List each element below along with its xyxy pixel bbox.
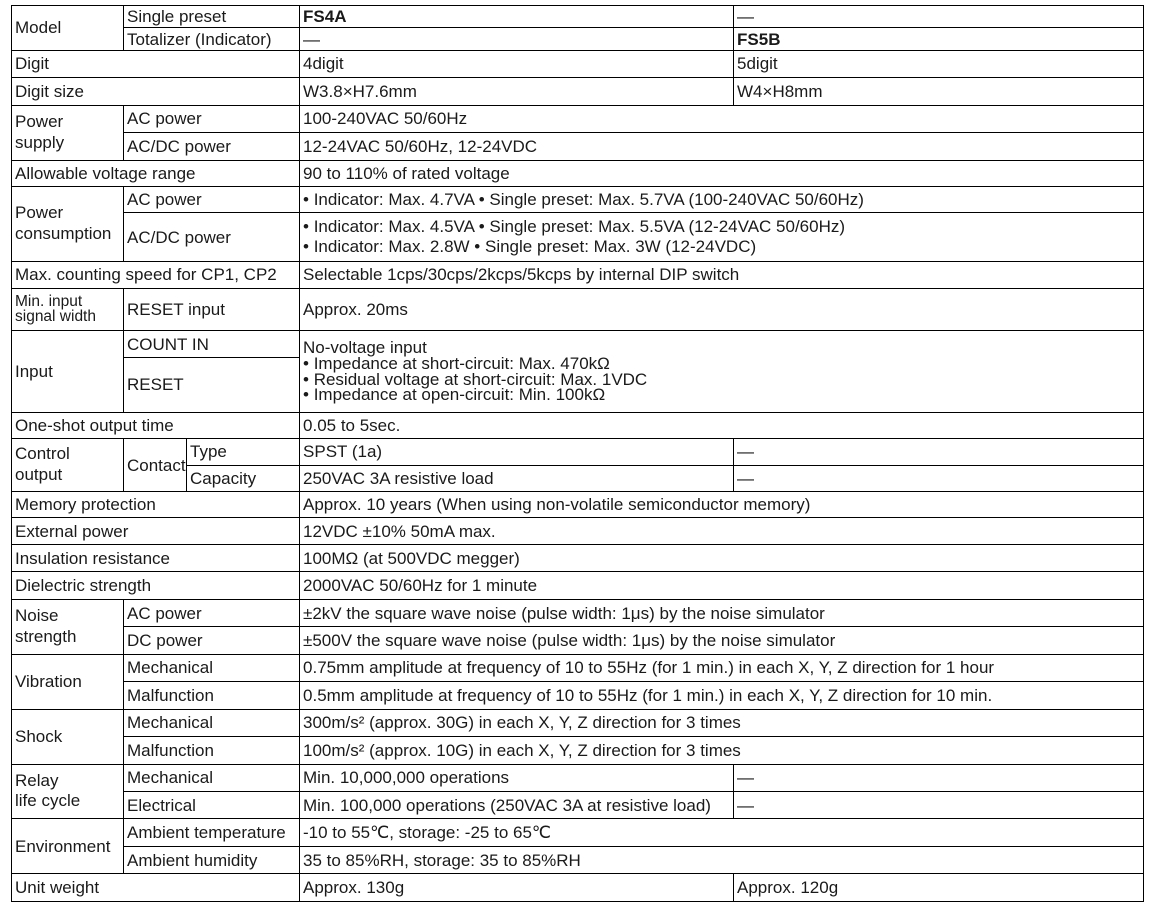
label-line: Power (15, 203, 64, 223)
label-line: signal width (15, 307, 96, 325)
sub-label-reset: RESET (124, 357, 300, 412)
power-consumption-ac-value: • Indicator: Max. 4.7VA • Single preset: Max. 5.7VA (100-240VAC 50/60Hz) (300, 186, 1144, 212)
sub-label-ac-power: AC power (124, 105, 300, 132)
voltage-range-value: 90 to 110% of rated voltage (300, 160, 1144, 186)
vibration-mech-value: 0.75mm amplitude at frequency of 10 to 55Hz (for 1 min.) in each X, Y, Z direction for 1 hour (300, 654, 1144, 681)
dash-cell: — (734, 791, 1144, 818)
relay-elec-value: Min. 100,000 operations (250VAC 3A at resistive load) (300, 791, 734, 818)
sub-label-dc-power: DC power (124, 627, 300, 654)
table-row (12, 28, 1144, 50)
row-label-dielectric: Dielectric strength (12, 572, 300, 599)
row-label-control-output (12, 439, 124, 492)
sub-label-contact: Contact (124, 439, 187, 492)
sub-label-malfunction: Malfunction (124, 737, 300, 764)
value-line: • Impedance at short-circuit: Max. 470kΩ (303, 353, 610, 373)
row-label-vibration: Vibration (12, 654, 124, 709)
one-shot-value: 0.05 to 5sec. (300, 412, 1144, 438)
relay-mech-value: Min. 10,000,000 operations (300, 764, 734, 791)
table-row (12, 764, 1144, 791)
sub-label-type: Type (187, 439, 300, 465)
label-line: supply (15, 132, 65, 152)
row-label-environment: Environment (12, 819, 124, 874)
value-line: • Impedance at open-circuit: Min. 100kΩ (303, 385, 606, 405)
counting-speed-value: Selectable 1cps/30cps/2kcps/5kcps by internal DIP switch (300, 262, 1144, 288)
row-label-external-power: External power (12, 518, 300, 544)
environment-humid-value: 35 to 85%RH, storage: 35 to 85%RH (300, 846, 1144, 873)
row-label-digit-size: Digit size (12, 78, 300, 105)
table-row (12, 262, 1144, 288)
label-line: output (15, 465, 63, 485)
row-label-input: Input (12, 331, 124, 412)
label-line: Power (15, 111, 64, 131)
control-capacity-value: 250VAC 3A resistive load (300, 465, 734, 491)
digit-size-fs4a: W3.8×H7.6mm (300, 78, 734, 105)
value-line: No-voltage input (303, 338, 427, 358)
sub-label-ambient-temperature: Ambient temperature (124, 819, 300, 846)
noise-dc-value: ±500V the square wave noise (pulse width: 1μs) by the noise simulator (300, 627, 1144, 654)
row-label-memory: Memory protection (12, 492, 300, 518)
row-label-one-shot: One-shot output time (12, 412, 300, 438)
row-label-voltage-range: Allowable voltage range (12, 160, 300, 186)
table-row (12, 819, 1144, 846)
memory-value: Approx. 10 years (When using non-volatile semiconductor memory) (300, 492, 1144, 518)
row-label-unit-weight: Unit weight (12, 874, 300, 902)
dash-cell: — (734, 764, 1144, 791)
shock-malf-value: 100m/s² (approx. 10G) in each X, Y, Z direction for 3 times (300, 737, 1144, 764)
sub-label-totalizer: Totalizer (Indicator) (124, 28, 300, 50)
row-label-noise (12, 599, 124, 654)
label-line: Min. input (15, 293, 83, 311)
table-row (12, 133, 1144, 160)
table-row (12, 50, 1144, 77)
table-row (12, 412, 1144, 438)
sub-label-ambient-humidity: Ambient humidity (124, 846, 300, 873)
control-type-value: SPST (1a) (300, 439, 734, 465)
specification-table (11, 5, 1144, 902)
noise-ac-value: ±2kV the square wave noise (pulse width: 1μs) by the noise simulator (300, 599, 1144, 626)
vibration-malf-value: 0.5mm amplitude at frequency of 10 to 55Hz (for 1 min.) in each X, Y, Z direction for 10 min. (300, 682, 1144, 709)
sub-label-malfunction: Malfunction (124, 682, 300, 709)
table-row (12, 791, 1144, 818)
sub-label-acdc-power: AC/DC power (124, 133, 300, 160)
sub-label-mechanical: Mechanical (124, 764, 300, 791)
shock-mech-value: 300m/s² (approx. 30G) in each X, Y, Z direction for 3 times (300, 709, 1144, 736)
dash-cell: — (734, 465, 1144, 491)
table-row (12, 105, 1144, 132)
sub-label-reset-input: RESET input (124, 288, 300, 331)
table-row (12, 6, 1144, 28)
value-line: • Residual voltage at short-circuit: Max. 1VDC (303, 369, 648, 389)
row-label-min-input (12, 288, 124, 331)
label-line: life cycle (15, 791, 81, 811)
dash-cell: — (300, 28, 734, 50)
model-fs4a: FS4A (300, 6, 734, 28)
table-row (12, 874, 1144, 902)
unit-weight-fs5b: Approx. 120g (734, 874, 1144, 902)
power-supply-acdc-value: 12-24VAC 50/60Hz, 12-24VDC (300, 133, 1144, 160)
table-row (12, 846, 1144, 873)
table-row (12, 186, 1144, 212)
dash-cell: — (734, 439, 1144, 465)
input-value (300, 331, 1144, 412)
external-power-value: 12VDC ±10% 50mA max. (300, 518, 1144, 544)
label-line: consumption (15, 224, 112, 244)
sub-label-count-in: COUNT IN (124, 331, 300, 357)
sub-label-capacity: Capacity (187, 465, 300, 491)
power-supply-ac-value: 100-240VAC 50/60Hz (300, 105, 1144, 132)
table-row (12, 331, 1144, 357)
digit-fs5b: 5digit (734, 50, 1144, 77)
digit-fs4a: 4digit (300, 50, 734, 77)
sub-label-ac-power: AC power (124, 599, 300, 626)
insulation-value: 100MΩ (at 500VDC megger) (300, 544, 1144, 571)
table-row (12, 599, 1144, 626)
table-row (12, 492, 1144, 518)
value-line: • Indicator: Max. 2.8W • Single preset: Max. 3W (12-24VDC) (303, 237, 757, 257)
environment-temp-value: -10 to 55℃, storage: -25 to 65℃ (300, 819, 1144, 846)
power-consumption-acdc-value (300, 213, 1144, 262)
label-line: Noise (15, 606, 59, 626)
sub-label-electrical: Electrical (124, 791, 300, 818)
table-row (12, 78, 1144, 105)
table-row (12, 439, 1144, 465)
label-line: Relay (15, 770, 59, 790)
table-row (12, 288, 1144, 331)
dash-cell: — (734, 6, 1144, 28)
dielectric-value: 2000VAC 50/60Hz for 1 minute (300, 572, 1144, 599)
table-row (12, 709, 1144, 736)
row-label-shock: Shock (12, 709, 124, 764)
table-row (12, 518, 1144, 544)
row-label-relay (12, 764, 124, 819)
sub-label-acdc-power: AC/DC power (124, 213, 300, 262)
row-label-insulation: Insulation resistance (12, 544, 300, 571)
row-label-counting-speed: Max. counting speed for CP1, CP2 (12, 262, 300, 288)
table-row (12, 654, 1144, 681)
table-row (12, 627, 1144, 654)
unit-weight-fs4a: Approx. 130g (300, 874, 734, 902)
table-row (12, 737, 1144, 764)
row-label-power-consumption (12, 186, 124, 261)
model-fs5b: FS5B (734, 28, 1144, 50)
table-row (12, 160, 1144, 186)
table-row (12, 682, 1144, 709)
label-line: strength (15, 626, 77, 646)
table-row (12, 544, 1144, 571)
value-line: • Indicator: Max. 4.5VA • Single preset: Max. 5.5VA (12-24VAC 50/60Hz) (303, 216, 846, 236)
label-line: Control (15, 444, 70, 464)
digit-size-fs5b: W4×H8mm (734, 78, 1144, 105)
row-label-model: Model (12, 6, 124, 51)
table-row (12, 213, 1144, 262)
sub-label-ac-power: AC power (124, 186, 300, 212)
table-row (12, 572, 1144, 599)
row-label-power-supply (12, 105, 124, 160)
sub-label-mechanical: Mechanical (124, 709, 300, 736)
min-input-value: Approx. 20ms (300, 288, 1144, 331)
sub-label-single-preset: Single preset (124, 6, 300, 28)
sub-label-mechanical: Mechanical (124, 654, 300, 681)
row-label-digit: Digit (12, 50, 300, 77)
